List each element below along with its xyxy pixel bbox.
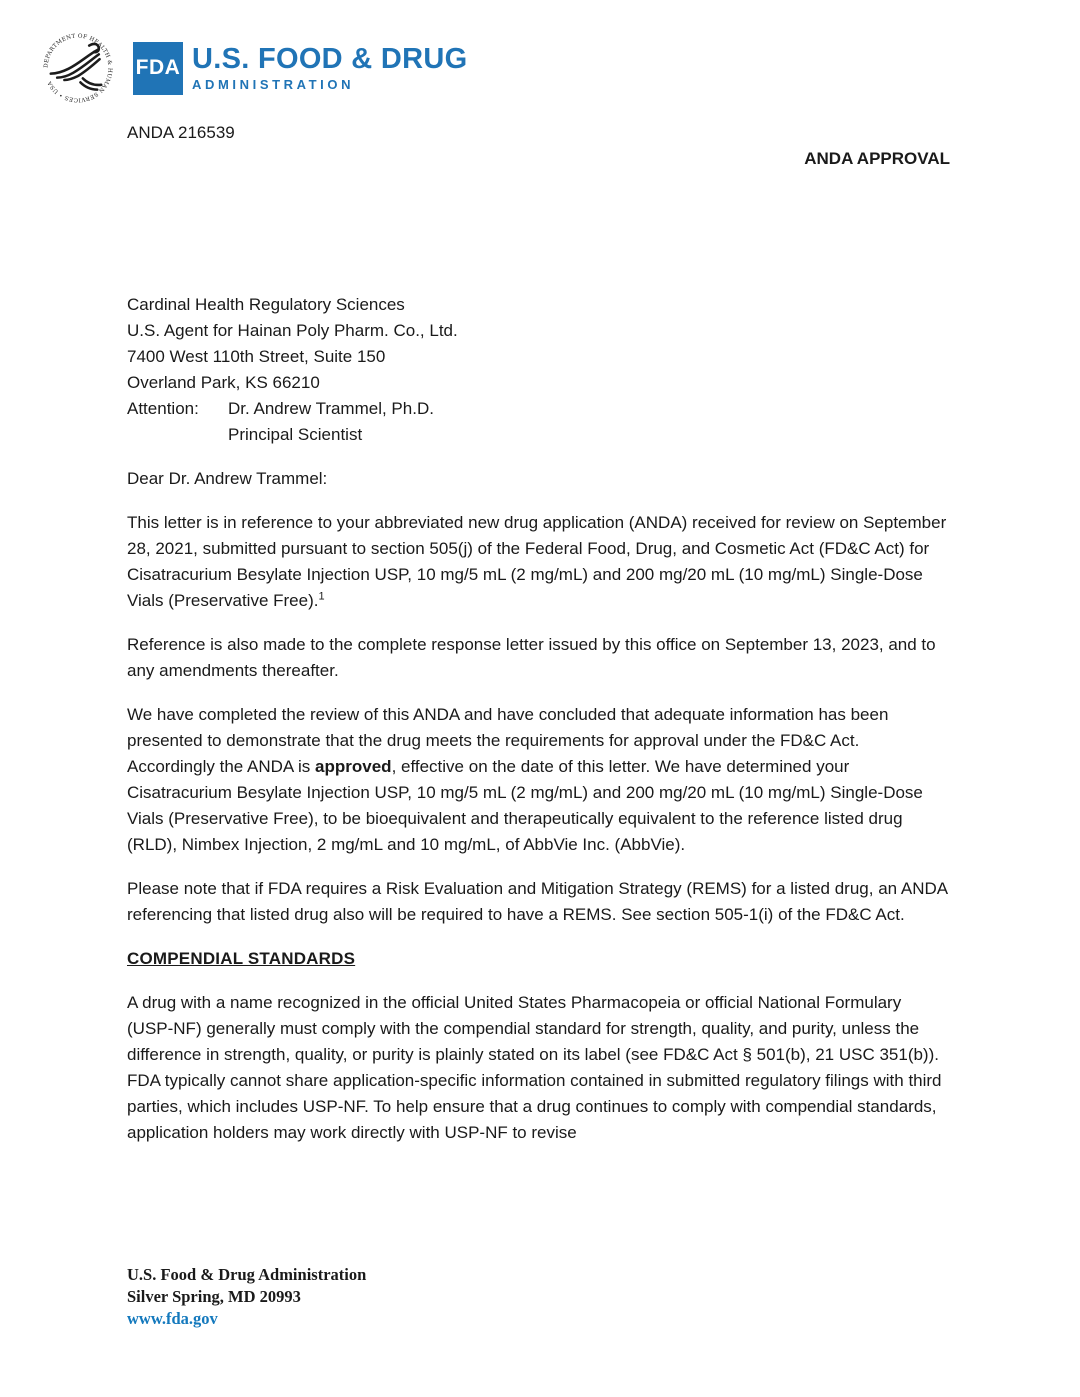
anda-number: ANDA 216539 — [127, 123, 235, 142]
fda-acronym: FDA — [135, 56, 181, 79]
approved-bold-word: approved — [315, 757, 392, 776]
recipient-company: Cardinal Health Regulatory Sciences — [127, 295, 405, 314]
recipient-address-block — [127, 292, 950, 448]
attention-label: Attention: — [127, 399, 199, 418]
eagle-glyph — [51, 44, 101, 90]
letterhead — [38, 28, 950, 108]
paragraph-application-reference — [127, 510, 950, 614]
recipient-city-state-zip: Overland Park, KS 66210 — [127, 373, 320, 392]
attention-title: Principal Scientist — [228, 425, 363, 444]
attention-line — [127, 396, 950, 422]
approval-type-label: ANDA APPROVAL — [804, 149, 950, 168]
approval-text-before: We have completed the review of this ANDA and have concluded that adequate information has been presented to demonstrate that the drug meets the requirements for approval under the FD&C Act. Accordingly the ANDA is — [127, 705, 889, 776]
svg-text:DEPARTMENT OF HEALTH & HUMAN S: DEPARTMENT OF HEALTH & HUMAN SERVICES • USA — [43, 33, 113, 103]
hhs-seal-icon — [38, 28, 118, 108]
salutation: Dear Dr. Andrew Trammel: — [127, 469, 328, 488]
footnote-marker-1: 1 — [318, 590, 325, 603]
compendial-standards-heading: COMPENDIAL STANDARDS — [127, 949, 356, 968]
paragraph-response-letter-reference: Reference is also made to the complete response letter issued by this office on September 13, 2023, and to any amendments thereafter. — [127, 635, 936, 680]
fda-wordmark-line2: ADMINISTRATION — [192, 77, 355, 92]
fda-wordmark-line1: U.S. FOOD & DRUG — [192, 43, 468, 75]
page-footer — [127, 1264, 366, 1330]
paragraph-rems-note: Please note that if FDA requires a Risk Evaluation and Mitigation Strategy (REMS) for a listed drug, an ANDA referencing that listed drug also will be required to have a REMS. See section 505-1(i) of the FD&C Act. — [127, 879, 948, 924]
paragraph-compendial-standards: A drug with a name recognized in the official United States Pharmacopeia or official National Formulary (USP-NF) generally must comply with the compendial standard for strength, quality, and purity, unless the difference in strength, quality, or purity is plainly stated on its label (see FD&C Act § 501(b), 21 USC 351(b)). FDA typically cannot share application-specific information contained in submitted regulatory filings with third parties, which includes USP-NF. To help ensure that a drug continues to comply with compendial standards, application holders may work directly with USP-NF to revise — [127, 993, 942, 1142]
recipient-street: 7400 West 110th Street, Suite 150 — [127, 347, 386, 366]
footer-agency-address: Silver Spring, MD 20993 — [127, 1287, 301, 1306]
fda-wordmark — [192, 44, 467, 92]
paragraph-1-text: This letter is in reference to your abbreviated new drug application (ANDA) received for review on September 28, 2021, submitted pursuant to section 505(j) of the Federal Food, Drug, and Cosmetic Act (FD&C Act) for Cisatracurium Besylate Injection USP, 10 mg/5 mL (2 mg/mL) and 200 mg/20 mL (10 mg/mL) Single-Dose Vials (Preservative Free). — [127, 513, 947, 610]
footer-agency-name: U.S. Food & Drug Administration — [127, 1265, 367, 1284]
fda-logo-square-icon — [133, 42, 183, 95]
fda-website-link[interactable]: www.fda.gov — [127, 1309, 218, 1328]
attention-name: Dr. Andrew Trammel, Ph.D. — [228, 399, 434, 418]
recipient-agent-line: U.S. Agent for Hainan Poly Pharm. Co., Ltd. — [127, 321, 458, 340]
reference-block — [127, 120, 950, 172]
approval-text-after: , effective on the date of this letter. We have determined your Cisatracurium Besylate Injection USP, 10 mg/5 mL (2 mg/mL) and 200 mg/20 mL (10 mg/mL) Single-Dose Vials (Preservative Free), to be bioequivalent and therapeutically equivalent to the reference listed drug (RLD), Nimbex Injection, 2 mg/mL and 10 mg/mL, of AbbVie Inc. (AbbVie). — [127, 757, 923, 854]
paragraph-approval — [127, 702, 950, 858]
